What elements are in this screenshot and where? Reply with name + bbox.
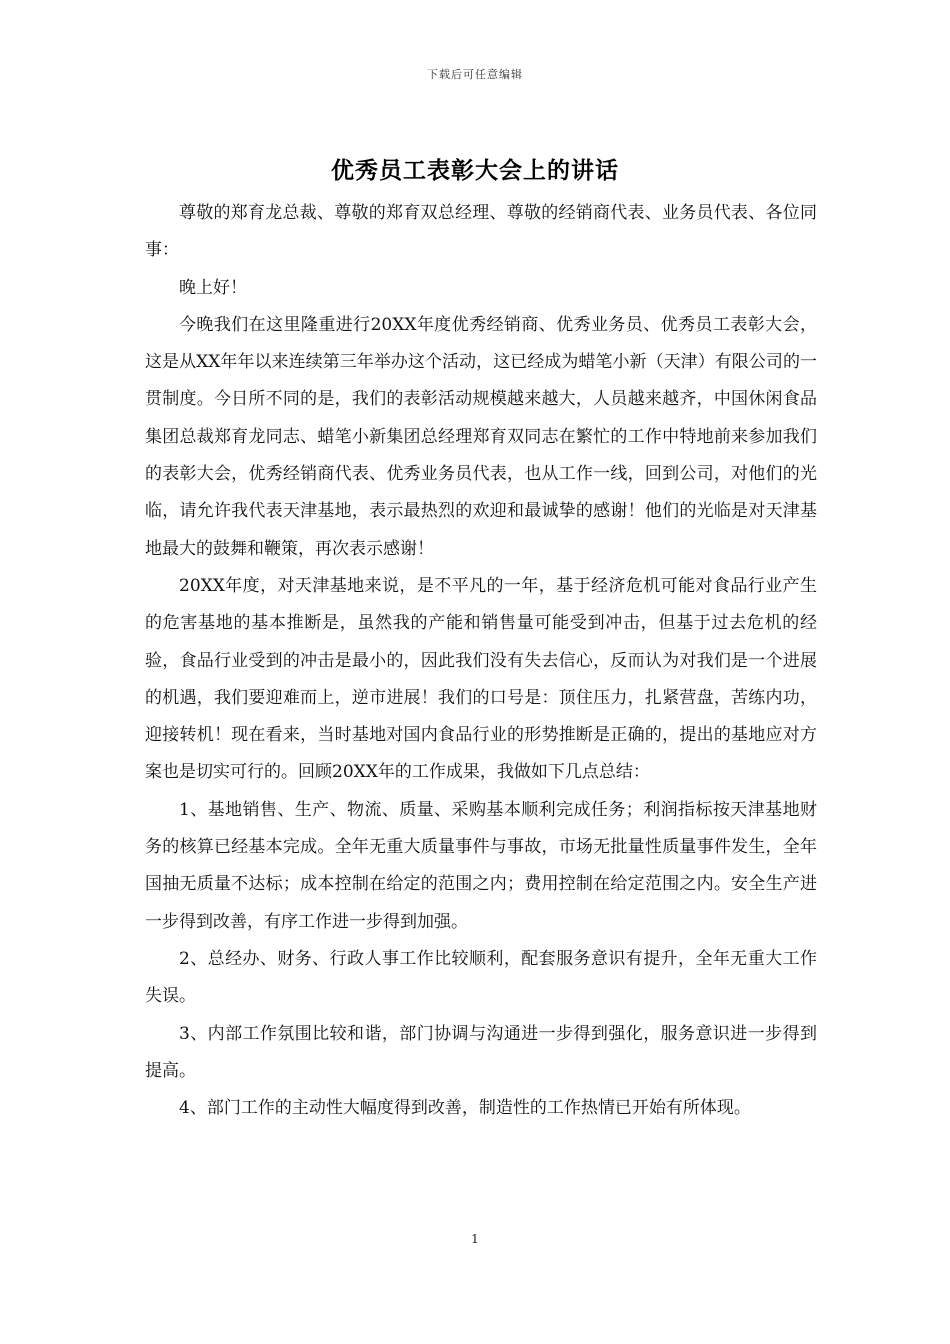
- header-note: 下载后可任意编辑: [427, 68, 523, 81]
- paragraph-point-3: 3、内部工作氛围比较和谐，部门协调与沟通进一步得到强化，服务意识进一步得到提高。: [145, 1023, 817, 1081]
- document-title: 优秀员工表彰大会上的讲话: [331, 157, 619, 184]
- document-body: [145, 195, 817, 1127]
- paragraph-salutation: 尊敬的郑育龙总裁、尊敬的郑育双总经理、尊敬的经销商代表、业务员代表、各位同事：: [145, 203, 817, 261]
- paragraph-year-review: 20XX年度，对天津基地来说，是不平凡的一年，基于经济危机可能对食品行业产生的危害基地的基本推断是，虽然我的产能和销售量可能受到冲击，但基于过去危机的经验，食品行业受到的冲击是最小的，因此我们没有失去信心，反而认为对我们是一个进展的机遇，我们要迎难而上，逆市进展！我们的口号是：顶住压力，扎紧营盘，苦练内功，迎接转机！现在看来，当时基地对国内食品行业的形势推断是正确的，提出的基地应对方案也是切实可行的。回顾20XX年的工作成果，我做如下几点总结：: [145, 575, 817, 783]
- paragraph-point-2: 2、总经办、财务、行政人事工作比较顺利，配套服务意识有提升，全年无重大工作失误。: [145, 948, 817, 1007]
- paragraph-point-4: 4、部门工作的主动性大幅度得到改善，制造性的工作热情已开始有所体现。: [179, 1098, 751, 1119]
- page-number: 1: [471, 1232, 479, 1246]
- paragraph-greeting: 晚上好！: [179, 277, 247, 298]
- paragraph-point-1: 1、基地销售、生产、物流、质量、采购基本顺利完成任务；利润指标按天津基地财务的核算已经基本完成。全年无重大质量事件与事故，市场无批量性质量事件发生，全年国抽无质量不达标；成本控制在给定的范围之内；费用控制在给定范围之内。安全生产进一步得到改善，有序工作进一步得到加强。: [145, 799, 817, 932]
- paragraph-intro: 今晚我们在这里隆重进行20XX年度优秀经销商、优秀业务员、优秀员工表彰大会，这是从XX年年以来连续第三年举办这个活动，这已经成为蜡笔小新（天津）有限公司的一贯制度。今日所不同的是，我们的表彰活动规模越来越大，人员越来越齐，中国休闲食品集团总裁郑育龙同志、蜡笔小新集团总经理郑育双同志在繁忙的工作中特地前来参加我们的表彰大会，优秀经销商代表、优秀业务员代表，也从工作一线，回到公司，对他们的光临，请允许我代表天津基地，表示最热烈的欢迎和最诚挚的感谢！他们的光临是对天津基地最大的鼓舞和鞭策，再次表示感谢！: [145, 314, 817, 559]
